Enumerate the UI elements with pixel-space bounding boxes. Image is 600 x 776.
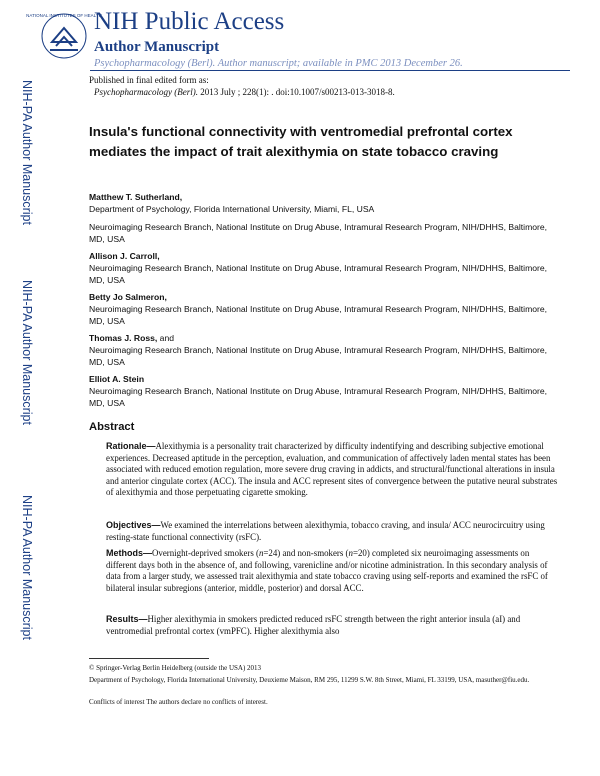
author-affiliation: Neuroimaging Research Branch, National Institute on Drug Abuse, Intramural Research Program, NIH/DHHS, Baltimore, MD, USA	[89, 263, 548, 285]
header-divider	[90, 70, 570, 71]
conflicts-note: Conflicts of interest The authors declare no conflicts of interest.	[89, 698, 268, 706]
objectives-text: We examined the interrelations between alexithymia, tobacco craving, and insula/ ACC neurocircuitry using resting-state functional connectivity (rsFC).	[106, 520, 545, 542]
author-entry	[89, 291, 559, 327]
citation-journal: Psychopharmacology (Berl).	[94, 87, 198, 97]
sidebar-label-top: NIH-PA Author Manuscript	[20, 80, 34, 225]
published-label: Published in final edited form as:	[89, 75, 209, 85]
sidebar-label-bottom: NIH-PA Author Manuscript	[20, 495, 34, 640]
results-label: Results—	[106, 614, 148, 624]
correspondence-address: Department of Psychology, Florida International University, Deuxieme Maison, RM 295, 11299 S.W. 8th Street, Miami, FL 33199, USA, masuther@fiu.edu.	[89, 676, 530, 684]
rationale-label: Rationale—	[106, 441, 156, 451]
author-conjunction: and	[157, 333, 175, 343]
methods-text: =20) completed six neuroimaging assessments on different days both in the absence of, and following, varenicline and/or nicotine administration. In this secondary analysis of data from a larger study, we assessed trait alexithymia and state tobacco craving using self-reports and examined the rsFC of bilateral insular subregions (anterior, middle, posterior) and dorsal ACC.	[106, 548, 548, 593]
abstract-results	[106, 614, 561, 637]
nih-logo	[26, 8, 102, 66]
author-affiliation: Neuroimaging Research Branch, National Institute on Drug Abuse, Intramural Research Program, NIH/DHHS, Baltimore, MD, USA	[89, 304, 548, 326]
author-entry	[89, 373, 559, 409]
methods-n: n	[348, 548, 353, 558]
header-journal-line: Psychopharmacology (Berl). Author manuscript; available in PMC 2013 December 26.	[94, 58, 463, 69]
footnote-divider	[89, 658, 209, 659]
results-text: Higher alexithymia in smokers predicted reduced rsFC strength between the right anterior insula (aI) and ventromedial prefrontal cortex (vmPFC). Higher alexithymia also	[106, 614, 521, 636]
author-name: Allison J. Carroll,	[89, 251, 160, 261]
author-affiliation: Neuroimaging Research Branch, National Institute on Drug Abuse, Intramural Research Program, NIH/DHHS, Baltimore, MD, USA	[89, 386, 548, 408]
objectives-label: Objectives—	[106, 520, 161, 530]
author-entry	[89, 332, 559, 368]
header-title: NIH Public Access	[94, 8, 285, 35]
author-name: Betty Jo Salmeron,	[89, 292, 167, 302]
citation-details: 2013 July ; 228(1): . doi:10.1007/s00213-013-3018-8.	[200, 87, 395, 97]
methods-label: Methods—	[106, 548, 152, 558]
author-entry	[89, 191, 559, 245]
sidebar-label-middle: NIH-PA Author Manuscript	[20, 280, 34, 425]
methods-n: n	[258, 548, 264, 558]
methods-text: =24) and non-smokers (	[263, 548, 349, 558]
author-name: Thomas J. Ross,	[89, 333, 158, 343]
sidebar	[0, 70, 46, 680]
abstract-heading: Abstract	[89, 421, 135, 433]
abstract-methods	[106, 548, 561, 594]
author-affiliation: Department of Psychology, Florida International University, Miami, FL, USA	[89, 204, 375, 214]
copyright-note: © Springer-Verlag Berlin Heidelberg (outside the USA) 2013	[89, 664, 262, 672]
abstract-rationale	[106, 441, 561, 499]
author-affiliation: Neuroimaging Research Branch, National Institute on Drug Abuse, Intramural Research Program, NIH/DHHS, Baltimore, MD, USA	[89, 345, 548, 367]
citation	[94, 87, 395, 98]
author-entry	[89, 250, 559, 286]
author-name: Matthew T. Sutherland,	[89, 192, 183, 202]
author-affiliation: Neuroimaging Research Branch, National Institute on Drug Abuse, Intramural Research Program, NIH/DHHS, Baltimore, MD, USA	[89, 222, 548, 244]
article-title: Insula's functional connectivity with ventromedial prefrontal cortex mediates the impact of trait alexithymia on state tobacco craving	[89, 124, 513, 159]
abstract-objectives	[106, 520, 561, 543]
author-list	[89, 191, 559, 414]
methods-text: Overnight-deprived smokers (	[152, 548, 259, 558]
author-name: Elliot A. Stein	[89, 374, 145, 384]
svg-text:NATIONAL INSTITUTES OF HEALTH: NATIONAL INSTITUTES OF HEALTH	[26, 13, 102, 18]
rationale-text: Alexithymia is a personality trait characterized by difficulty indentifying and describing subjective emotional experiences. Decreased aptitude in the perception, evaluation, and communication of affectively laden mental states has been associated with reduced emotion regulation, more severe drug craving in addicts, and structural/functional alterations in insula and anterior cingulate cortex (ACC). The insula and ACC represent sites of convergence between the putative neural substrates of alexithymia and those perpetuating cigarette smoking.	[106, 441, 558, 498]
header-subtitle: Author Manuscript	[94, 39, 220, 55]
